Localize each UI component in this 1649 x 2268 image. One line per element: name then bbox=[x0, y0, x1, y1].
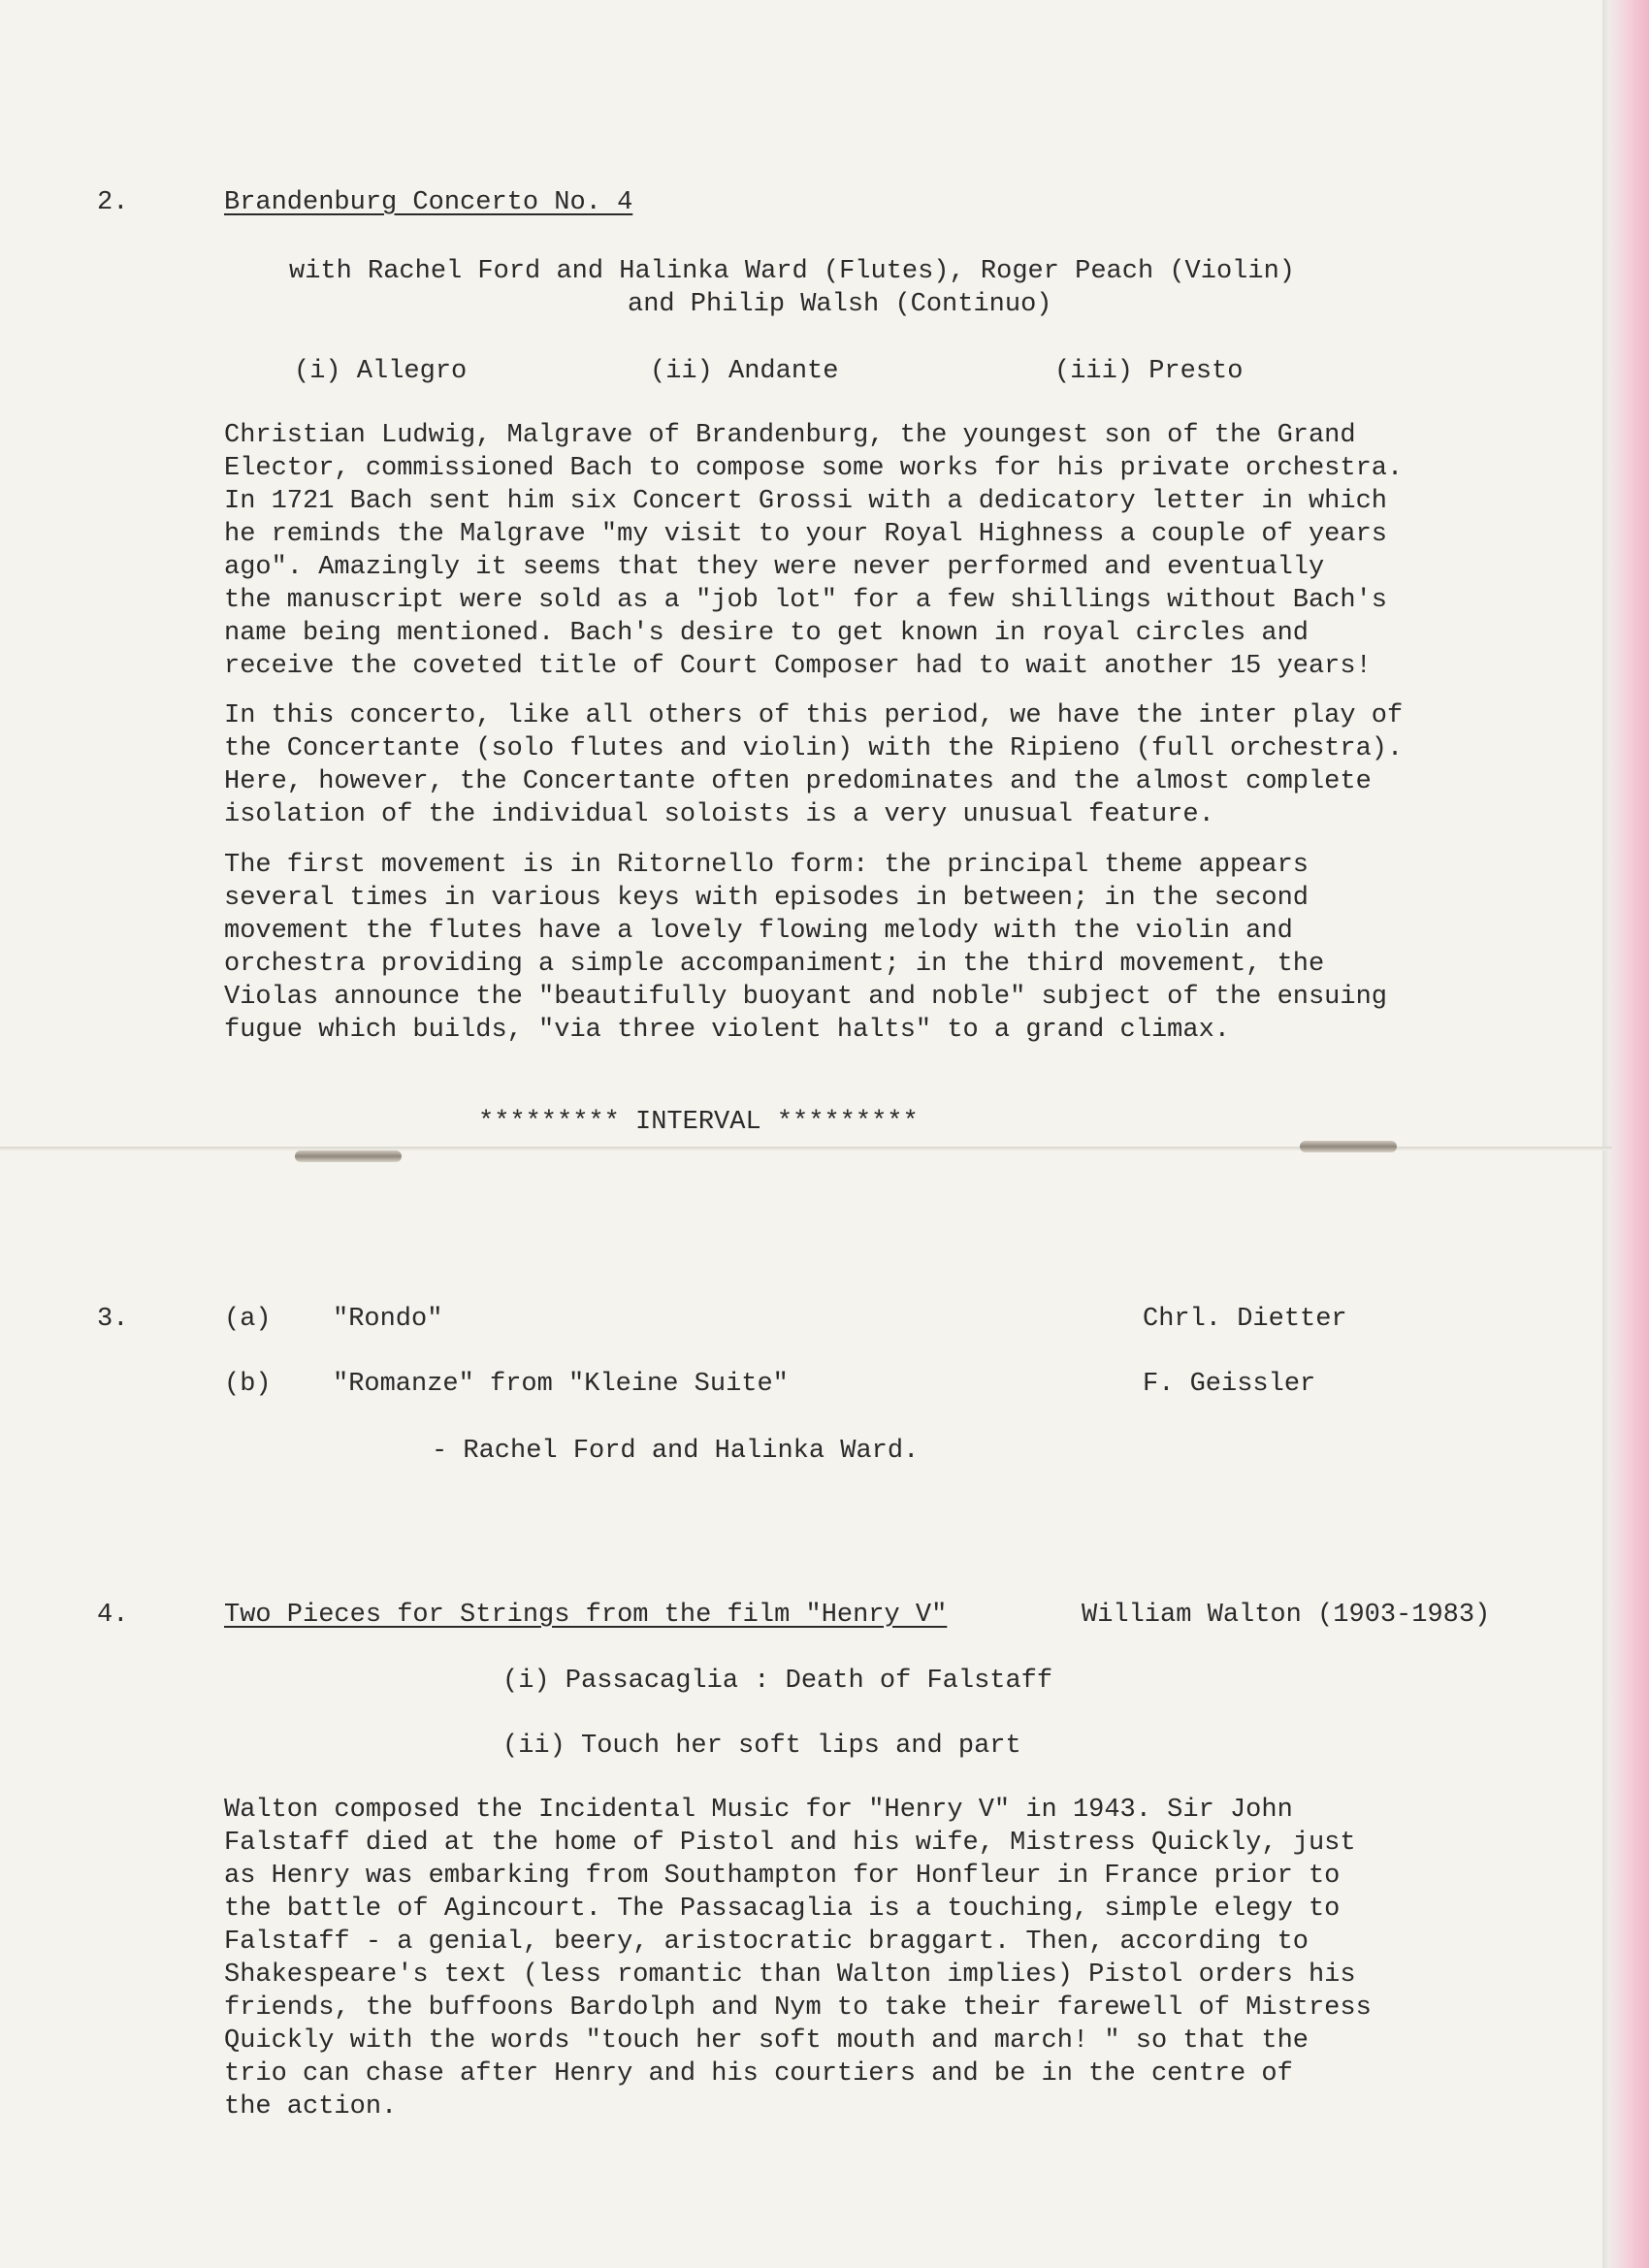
item4-number: 4. bbox=[97, 1601, 129, 1630]
item2-movement-2: (ii) Andante bbox=[650, 357, 839, 386]
item2-title: Brandenburg Concerto No. 4 bbox=[224, 188, 633, 217]
item3-piece-a-letter: (a) bbox=[224, 1305, 272, 1334]
item4-paragraph: Walton composed the Incidental Music for "Henry V" in 1943. Sir John Falstaff died at the home of Pistol and his wife, Mistress Quickly, just as Henry was embarking from Southampton for Honfleur in France prior to the battle of Agincourt. The Passacaglia is a touching, simple elegy to Falstaff - a genial, beery, aristocratic braggart. Then, according to Shakespeare's text (less romantic than Walton implies) Pistol orders his friends, the buffoons Bardolph and Nym to take their farewell of Mistress Quickly with the words "touch her soft mouth and march! " so that the trio can chase after Henry and his courtiers and be in the centre of the action. bbox=[224, 1796, 1372, 2122]
item4-movement-2: (ii) Touch her soft lips and part bbox=[502, 1732, 1021, 1761]
item2-performers-line1: with Rachel Ford and Halinka Ward (Flutes), Roger Peach (Violin) bbox=[289, 257, 1295, 286]
item2-number: 2. bbox=[97, 188, 129, 217]
staple-right bbox=[1300, 1141, 1397, 1152]
item3-piece-a-title: "Rondo" bbox=[333, 1305, 443, 1334]
item3-piece-b-composer: F. Geissler bbox=[1143, 1370, 1316, 1399]
item2-movement-3: (iii) Presto bbox=[1054, 357, 1244, 386]
item3-piece-b-letter: (b) bbox=[224, 1370, 272, 1399]
item2-paragraph-2: In this concerto, like all others of this period, we have the inter play of the Concertante (solo flutes and violin) with the Ripieno (full orchestra). Here, however, the Concertante often predominates and the almost complete isolation of the individual soloists is a very unusual feature. bbox=[224, 701, 1404, 829]
item4-title: Two Pieces for Strings from the film "Henry V" bbox=[224, 1601, 948, 1630]
item3-number: 3. bbox=[97, 1305, 129, 1334]
pink-page-edge bbox=[1610, 0, 1649, 2268]
item4-composer: William Walton (1903-1983) bbox=[1082, 1601, 1491, 1630]
item2-paragraph-1: Christian Ludwig, Malgrave of Brandenburg, the youngest son of the Grand Elector, commissioned Bach to compose some works for his private orchestra. In 1721 Bach sent him six Concert Grossi with a dedicatory letter in which he reminds the Malgrave "my visit to your Royal Highness a couple of years ago". Amazingly it seems that they were never performed and eventually the manuscript were sold as a "job lot" for a few shillings without Bach's name being mentioned. Bach's desire to get known in royal circles and receive the coveted title of Court Composer had to wait another 15 years! bbox=[224, 421, 1404, 681]
staple-left bbox=[295, 1150, 402, 1162]
item2-paragraph-3: The first movement is in Ritornello form: the principal theme appears several times in various keys with episodes in between; in the second movement the flutes have a lovely flowing melody with the violin and orchestra providing a simple accompaniment; in the third movement, the Violas announce the "beautifully buoyant and noble" subject of the ensuing fugue which builds, "via three violent halts" to a grand climax. bbox=[224, 851, 1387, 1045]
interval-heading: ********* INTERVAL ********* bbox=[478, 1108, 919, 1137]
item3-piece-a-composer: Chrl. Dietter bbox=[1143, 1305, 1347, 1334]
item4-movement-1: (i) Passacaglia : Death of Falstaff bbox=[502, 1667, 1053, 1696]
item2-performers-line2: and Philip Walsh (Continuo) bbox=[628, 290, 1052, 319]
item3-piece-b-title: "Romanze" from "Kleine Suite" bbox=[333, 1370, 789, 1399]
item2-movement-1: (i) Allegro bbox=[294, 357, 468, 386]
item3-performers: - Rachel Ford and Halinka Ward. bbox=[432, 1437, 920, 1466]
paper-edge-shadow bbox=[1602, 0, 1612, 2268]
